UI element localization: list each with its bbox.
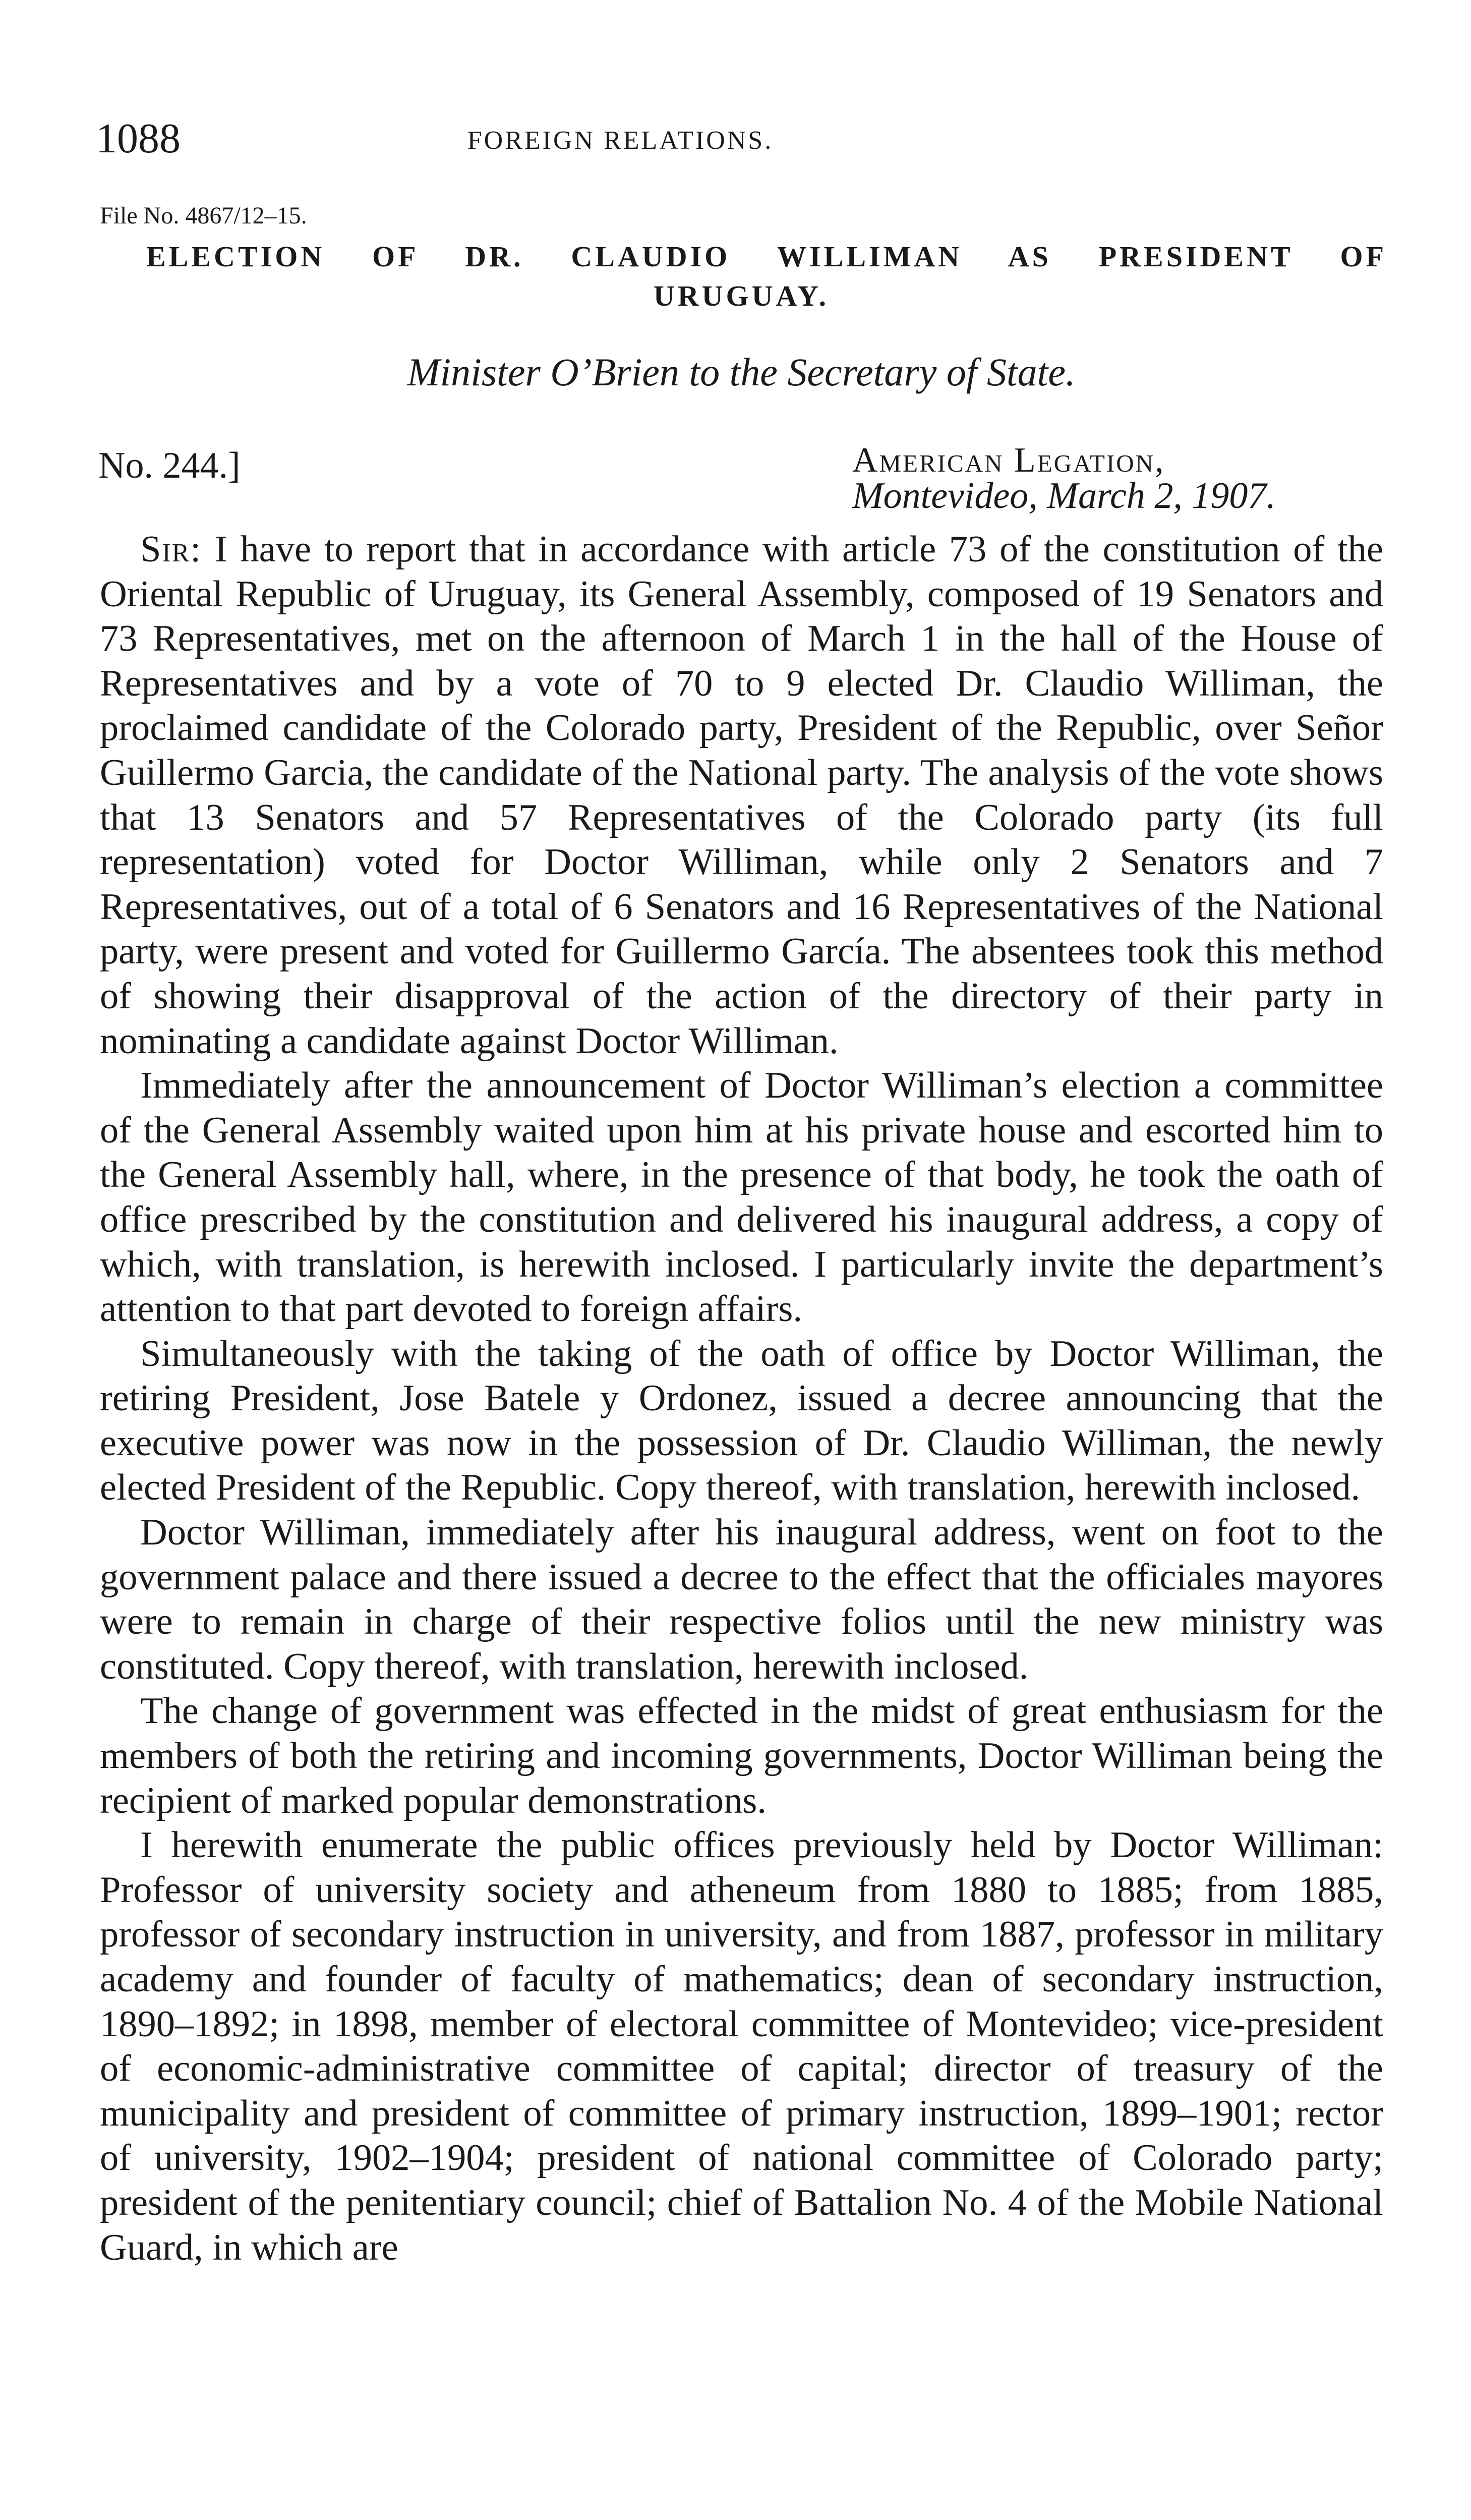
paragraph-text: I have to report that in accordance with article 73 of the constitution of the Oriental Republic of Uruguay, its General Assembly, composed of 19 Senators and 73 Representatives, met on the afternoon of March 1 in the hall of the House of Representatives and by a vote of 70 to 9 elected Dr. Claudio Williman, the proclaimed candidate of the Colorado party, President of the Republic, over Señor Guillermo Garcia, the candidate of the National party. The analysis of the vote shows that 13 Senators and 57 Representatives of the Colorado party (its full representation) voted for Doctor Williman, while only 2 Senators and 7 Representatives, out of a total of 6 Senators and 16 Representatives of the National party, were present and voted for Guillermo García. The absentees took this method of showing their disapproval of the action of the directory of their party in nominating a candidate against Doctor Williman. — [100, 529, 1383, 1062]
paragraph: Immediately after the announcement of Doctor Williman’s election a committee of the General Assembly waited upon him at his private house and escorted him to the General Assembly hall, where, in the presence of that body, he took the oath of office prescribed by the constitution and delivered his inaugural address, a copy of which, with translation, is herewith inclosed. I particularly invite the department’s attention to that part devoted to foreign affairs. — [100, 1065, 1383, 1330]
running-title: FOREIGN RELATIONS. — [467, 126, 774, 155]
paragraph — [100, 527, 1383, 1063]
running-head — [96, 113, 1387, 169]
paragraph: Simultaneously with the taking of the oath of office by Doctor Williman, the retiring President, Jose Batele y Ordonez, issued a decree announcing that the executive power was now in the possession of Dr. Claudio Williman, the newly elected President of the Republic. Copy thereof, with translation, herewith inclosed. — [100, 1333, 1383, 1509]
file-number: File No. 4867/12–15. — [100, 202, 307, 229]
paragraph: I herewith enumerate the public offices previously held by Doctor Williman: Professor of university society and atheneum from 1880 to 1885; from 1885, professor of secondary instruction in university, and from 1887, professor in military academy and founder of faculty of mathematics; dean of secondary instruction, 1890–1892; in 1898, member of electoral committee of Montevideo; vice-president of economic-administrative committee of capital; director of treasury of the municipality and president of committee of primary instruction, 1899–1901; rector of university, 1902–1904; president of national committee of Colorado party; president of the penitentiary council; chief of Battalion No. 4 of the Mobile National Guard, in which are — [100, 1824, 1383, 2268]
paragraph: Doctor Williman, immediately after his inaugural address, went on foot to the government palace and there issued a decree to the effect that the officiales mayores were to remain in charge of their respective folios until the new ministry was constituted. Copy thereof, with translation, herewith inclosed. — [100, 1512, 1383, 1687]
legation-name: American Legation, — [852, 441, 1165, 480]
page-number: 1088 — [96, 115, 181, 162]
correspondence-heading: Minister O’Brien to the Secretary of State. — [407, 350, 1076, 394]
document-title-line-1: ELECTION OF DR. CLAUDIO WILLIMAN AS PRESIDENT OF — [146, 240, 1387, 273]
letter-body — [100, 527, 1383, 2270]
document-title-line-2: URUGUAY. — [653, 279, 830, 312]
dispatch-number: No. 244.] — [98, 445, 241, 486]
place-and-date: Montevideo, March 2, 1907. — [852, 475, 1276, 517]
salutation: Sir: — [140, 529, 202, 570]
paragraph: The change of government was effected in the midst of great enthusiasm for the members of both the retiring and incoming governments, Doctor Williman being the recipient of marked popular demonstrations. — [100, 1690, 1383, 1821]
document-title — [96, 237, 1387, 316]
